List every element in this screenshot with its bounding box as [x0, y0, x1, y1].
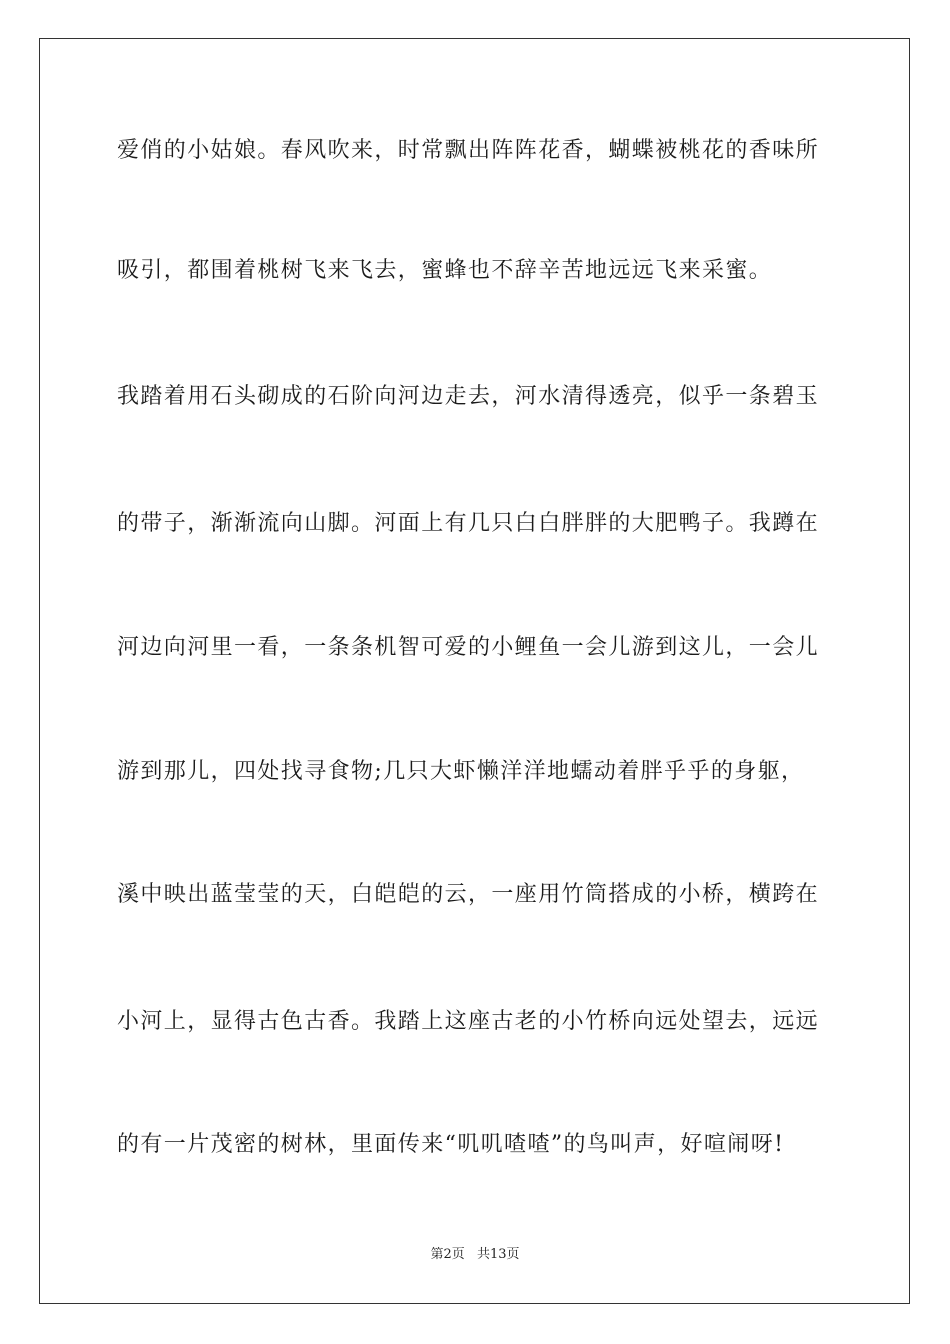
text-line: 的有一片茂密的树林，里面传来“叽叽喳喳”的鸟叫声，好喧闹呀!: [117, 1132, 785, 1157]
page-total: 共13页: [476, 1247, 520, 1262]
text-line: 的带子，渐渐流向山脚。河面上有几只白白胖胖的大肥鸭子。我蹲在: [117, 511, 820, 536]
text-line: 爱俏的小姑娘。春风吹来，时常飘出阵阵花香，蝴蝶被桃花的香味所: [117, 138, 820, 163]
text-line: 游到那儿，四处找寻食物;几只大虾懒洋洋地蠕动着胖乎乎的身躯，: [117, 759, 805, 784]
page-footer: [0, 1246, 950, 1264]
text-line: 我踏着用石头砌成的石阶向河边走去，河水清得透亮，似乎一条碧玉: [117, 384, 820, 409]
text-line: 小河上，显得古色古香。我踏上这座古老的小竹桥向远处望去，远远: [117, 1009, 820, 1034]
page-frame: [39, 38, 910, 1304]
text-line: 溪中映出蓝莹莹的天，白皑皑的云，一座用竹筒搭成的小桥，横跨在: [117, 882, 820, 907]
page-number: 第2页: [430, 1247, 465, 1262]
text-line: 吸引，都围着桃树飞来飞去，蜜蜂也不辞辛苦地远远飞来采蜜。: [117, 258, 773, 283]
text-line: 河边向河里一看，一条条机智可爱的小鲤鱼一会儿游到这儿，一会儿: [117, 635, 820, 660]
